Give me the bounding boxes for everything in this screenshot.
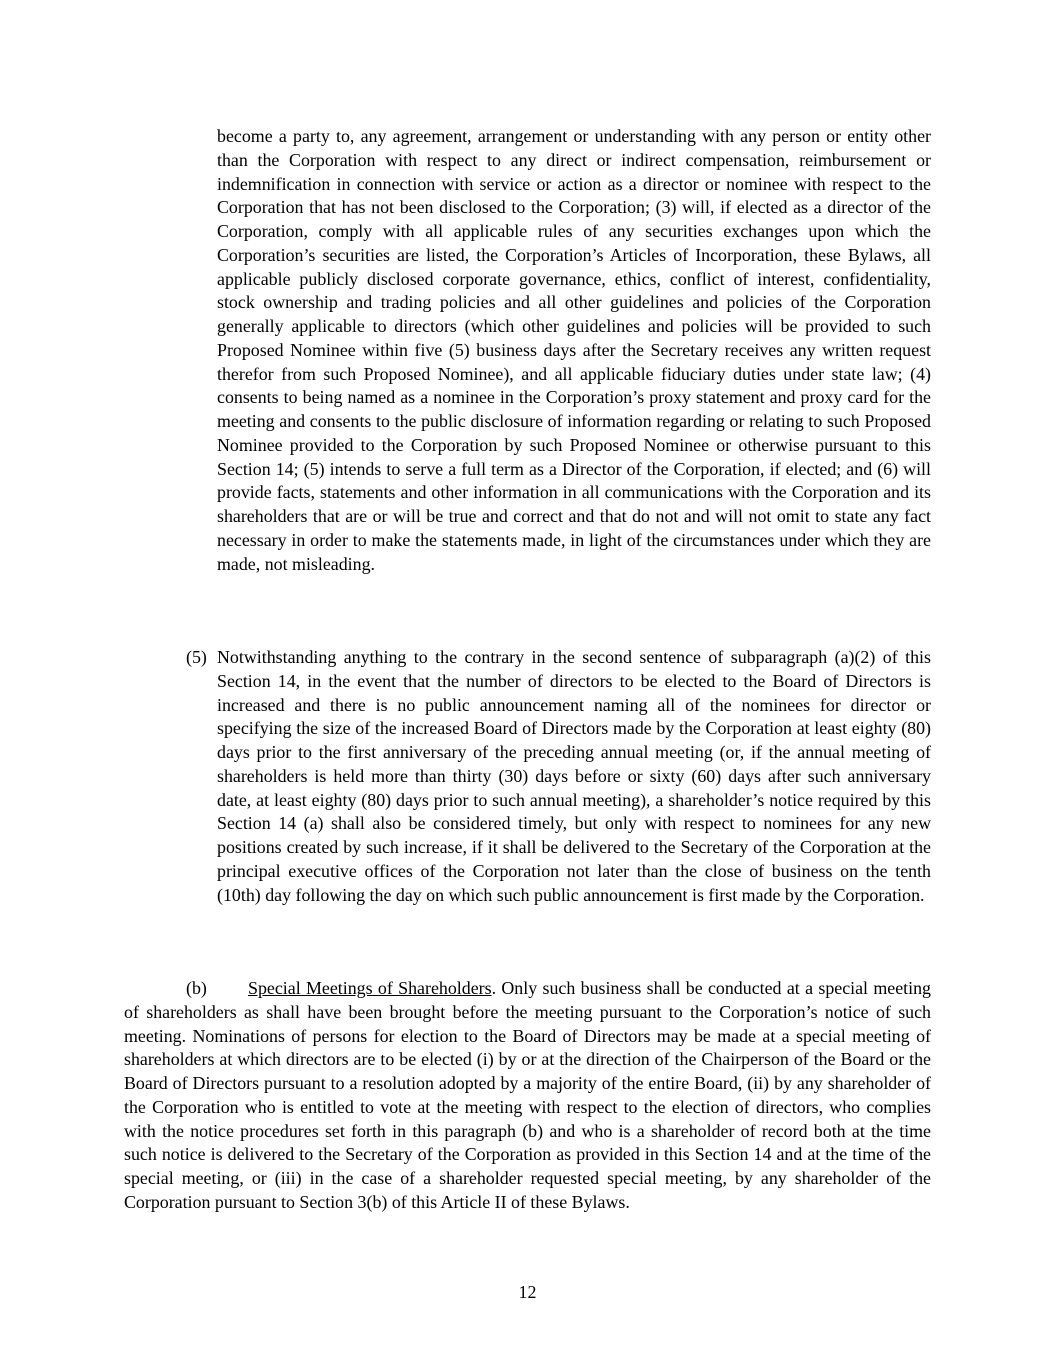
section-b-paragraph (124, 977, 931, 1215)
page-number: 12 (518, 1282, 537, 1302)
item-5-paragraph: Notwithstanding anything to the contrary in the second sentence of subparagraph (a)(2) of this Section 14, in the event that the number of directors to be elected to the Board of Directors is increased and there is no public announcement naming all of the nominees for director or specifying the size of the increased Board of Directors made by the Corporation at least eighty (80) days prior to the first anniversary of the preceding annual meeting (or, if the annual meeting of shareholders is held more than thirty (30) days before or sixty (60) days after such anniversary date, at least eighty (80) days prior to such annual meeting), a shareholder’s notice required by this Section 14 (a) shall also be considered timely, but only with respect to nominees for any new positions created by such increase, if it shall be delivered to the Secretary of the Corporation at the principal executive offices of the Corporation not later than the close of business on the tenth (10th) day following the day on which such public announcement is first made by the Corporation. (217, 647, 931, 905)
section-b-heading: Special Meetings of Shareholders (248, 978, 492, 998)
section-b-label: (b) (186, 978, 207, 998)
continued-paragraph: become a party to, any agreement, arrangement or understanding with any person or entity other than the Corporation with respect to any direct or indirect compensation, reimbursement or indemnification in connection with service or action as a director or nominee with respect to the Corporation that has not been disclosed to the Corporation; (3) will, if elected as a director of the Corporation, comply with all applicable rules of any securities exchanges upon which the Corporation’s securities are listed, the Corporation’s Articles of Incorporation, these Bylaws, all applicable publicly disclosed corporate governance, ethics, conflict of interest, confidentiality, stock ownership and trading policies and all other guidelines and policies of the Corporation generally applicable to directors (which other guidelines and policies will be provided to such Proposed Nominee within five (5) business days after the Secretary receives any written request therefor from such Proposed Nominee), and all applicable fiduciary duties under state law; (4) consents to being named as a nominee in the Corporation’s proxy statement and proxy card for the meeting and consents to the public disclosure of information regarding or relating to such Proposed Nominee provided to the Corporation by such Proposed Nominee or otherwise pursuant to this Section 14; (5) intends to serve a full term as a Director of the Corporation, if elected; and (6) will provide facts, statements and other information in all communications with the Corporation and its shareholders that are or will be true and correct and that do not and will not omit to state any fact necessary in order to make the statements made, in light of the circumstances under which they are made, not misleading. (217, 126, 931, 574)
section-b-text: . Only such business shall be conducted at a special meeting of shareholders as shall have been brought before the meeting pursuant to the Corporation’s notice of such meeting. Nominations of persons for election to the Board of Directors may be made at a special meeting of shareholders at which directors are to be elected (i) by or at the direction of the Chairperson of the Board or the Board of Directors pursuant to a resolution adopted by a majority of the entire Board, (ii) by any shareholder of the Corporation who is entitled to vote at the meeting with respect to the election of directors, who complies with the notice procedures set forth in this paragraph (b) and who is a shareholder of record both at the time such notice is delivered to the Secretary of the Corporation as provided in this Section 14 and at the time of the special meeting, or (iii) in the case of a shareholder requested special meeting, by any shareholder of the Corporation pursuant to Section 3(b) of this Article II of these Bylaws. (124, 978, 931, 1212)
item-5-number: (5) (186, 647, 207, 667)
